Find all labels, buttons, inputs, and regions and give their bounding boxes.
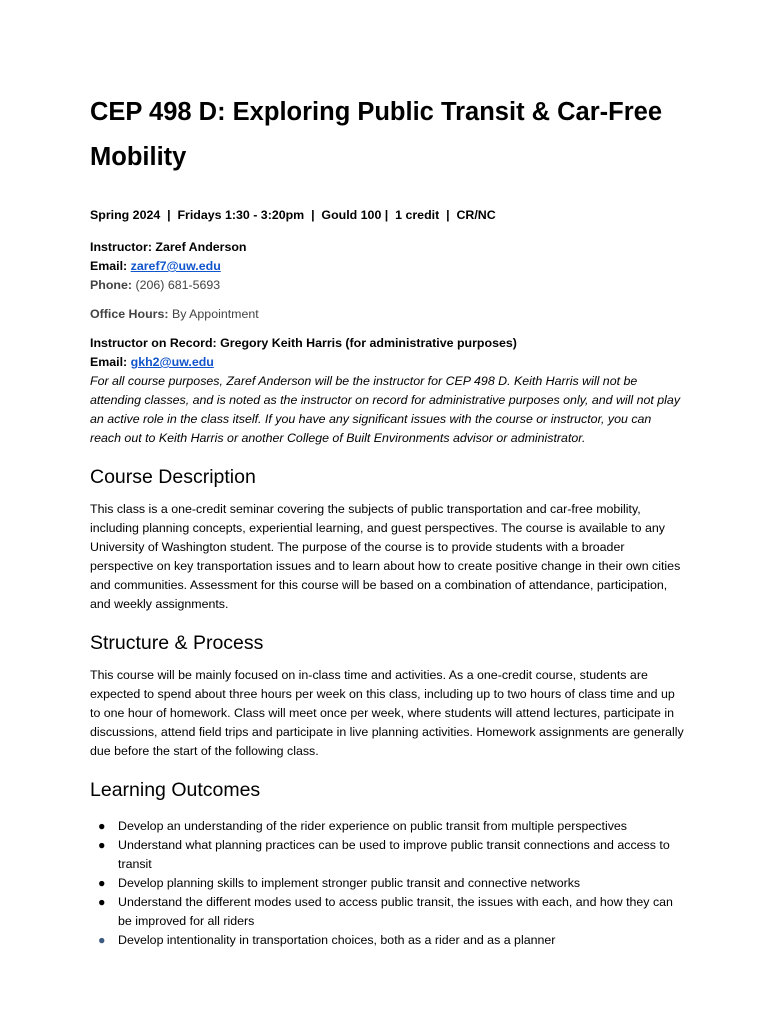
course-description-heading: Course Description	[90, 466, 256, 488]
instructor-on-record	[90, 334, 685, 448]
list-item-text: Develop planning skills to implement stronger public transit and connective networks	[118, 876, 581, 890]
instructor-email-label: Email:	[90, 259, 128, 273]
learning-outcomes-heading: Learning Outcomes	[90, 779, 261, 801]
list-item	[90, 893, 685, 931]
record-email-label: Email:	[90, 355, 128, 369]
list-item	[90, 836, 685, 874]
instructor-email-link[interactable]: zaref7@uw.edu	[130, 259, 221, 273]
record-instructor-name: Instructor on Record: Gregory Keith Harris (for administrative purposes)	[90, 336, 517, 350]
instructor-contact	[90, 238, 685, 295]
office-hours-label: Office Hours:	[90, 307, 169, 321]
bullet-icon: ●	[98, 895, 106, 909]
instructor-phone-label: Phone:	[90, 278, 132, 292]
instructor-email-line	[90, 257, 685, 276]
record-note: For all course purposes, Zaref Anderson will be the instructor for CEP 498 D. Keith Harris will not be attending classes, and is noted as the instructor on record for administrative purposes only, and will not play an active role in the class itself. If you have any significant issues with the course or instructor, you can reach out to Keith Harris or another College of Built Environments advisor or administrator.	[90, 374, 681, 445]
course-meta: Spring 2024 | Fridays 1:30 - 3:20pm | Gould 100 | 1 credit | CR/NC	[90, 208, 496, 222]
list-item-text: Understand what planning practices can be used to improve public transit connections and access to transit	[118, 838, 670, 871]
record-email-line	[90, 353, 685, 372]
course-description-text: This class is a one-credit seminar covering the subjects of public transportation and car-free mobility, including planning concepts, experiential learning, and guest perspectives. The course is available to any University of Washington student. The purpose of the course is to provide students with a broader perspective on key transportation issues and to learn about how to create positive change in their own cities and communities. Assessment for this course will be based on a combination of attendance, participation, and weekly assignments.	[90, 502, 681, 611]
instructor-phone-line	[90, 276, 685, 295]
office-hours-value: By Appointment	[171, 307, 259, 321]
list-item-text: Develop an understanding of the rider experience on public transit from multiple perspectives	[118, 819, 627, 833]
office-hours	[90, 305, 685, 324]
bullet-icon: ●	[98, 819, 106, 833]
structure-process-heading: Structure & Process	[90, 632, 264, 654]
list-item-text: Understand the different modes used to access public transit, the issues with each, and how they can be improved for all riders	[118, 895, 673, 928]
list-item	[90, 931, 685, 950]
list-item-text: Develop intentionality in transportation choices, both as a rider and as a planner	[118, 933, 556, 947]
page-title: CEP 498 D: Exploring Public Transit & Car-Free Mobility	[90, 98, 663, 171]
instructor-phone-value: (206) 681-5693	[135, 278, 221, 292]
structure-process-text: This course will be mainly focused on in-class time and activities. As a one-credit course, students are expected to spend about three hours per week on this class, including up to two hours of class time and up to one hour of homework. Class will meet once per week, where students will attend lectures, participate in discussions, attend field trips and participate in live planning activities. Homework assignments are generally due before the start of the following class.	[90, 668, 684, 758]
document-content	[90, 90, 685, 950]
bullet-icon: ●	[98, 838, 106, 852]
instructor-name: Instructor: Zaref Anderson	[90, 240, 247, 254]
record-email-link[interactable]: gkh2@uw.edu	[130, 355, 214, 369]
learning-outcomes-list	[90, 817, 685, 950]
bullet-icon: ●	[98, 933, 106, 947]
bullet-icon: ●	[98, 876, 106, 890]
list-item	[90, 817, 685, 836]
list-item	[90, 874, 685, 893]
